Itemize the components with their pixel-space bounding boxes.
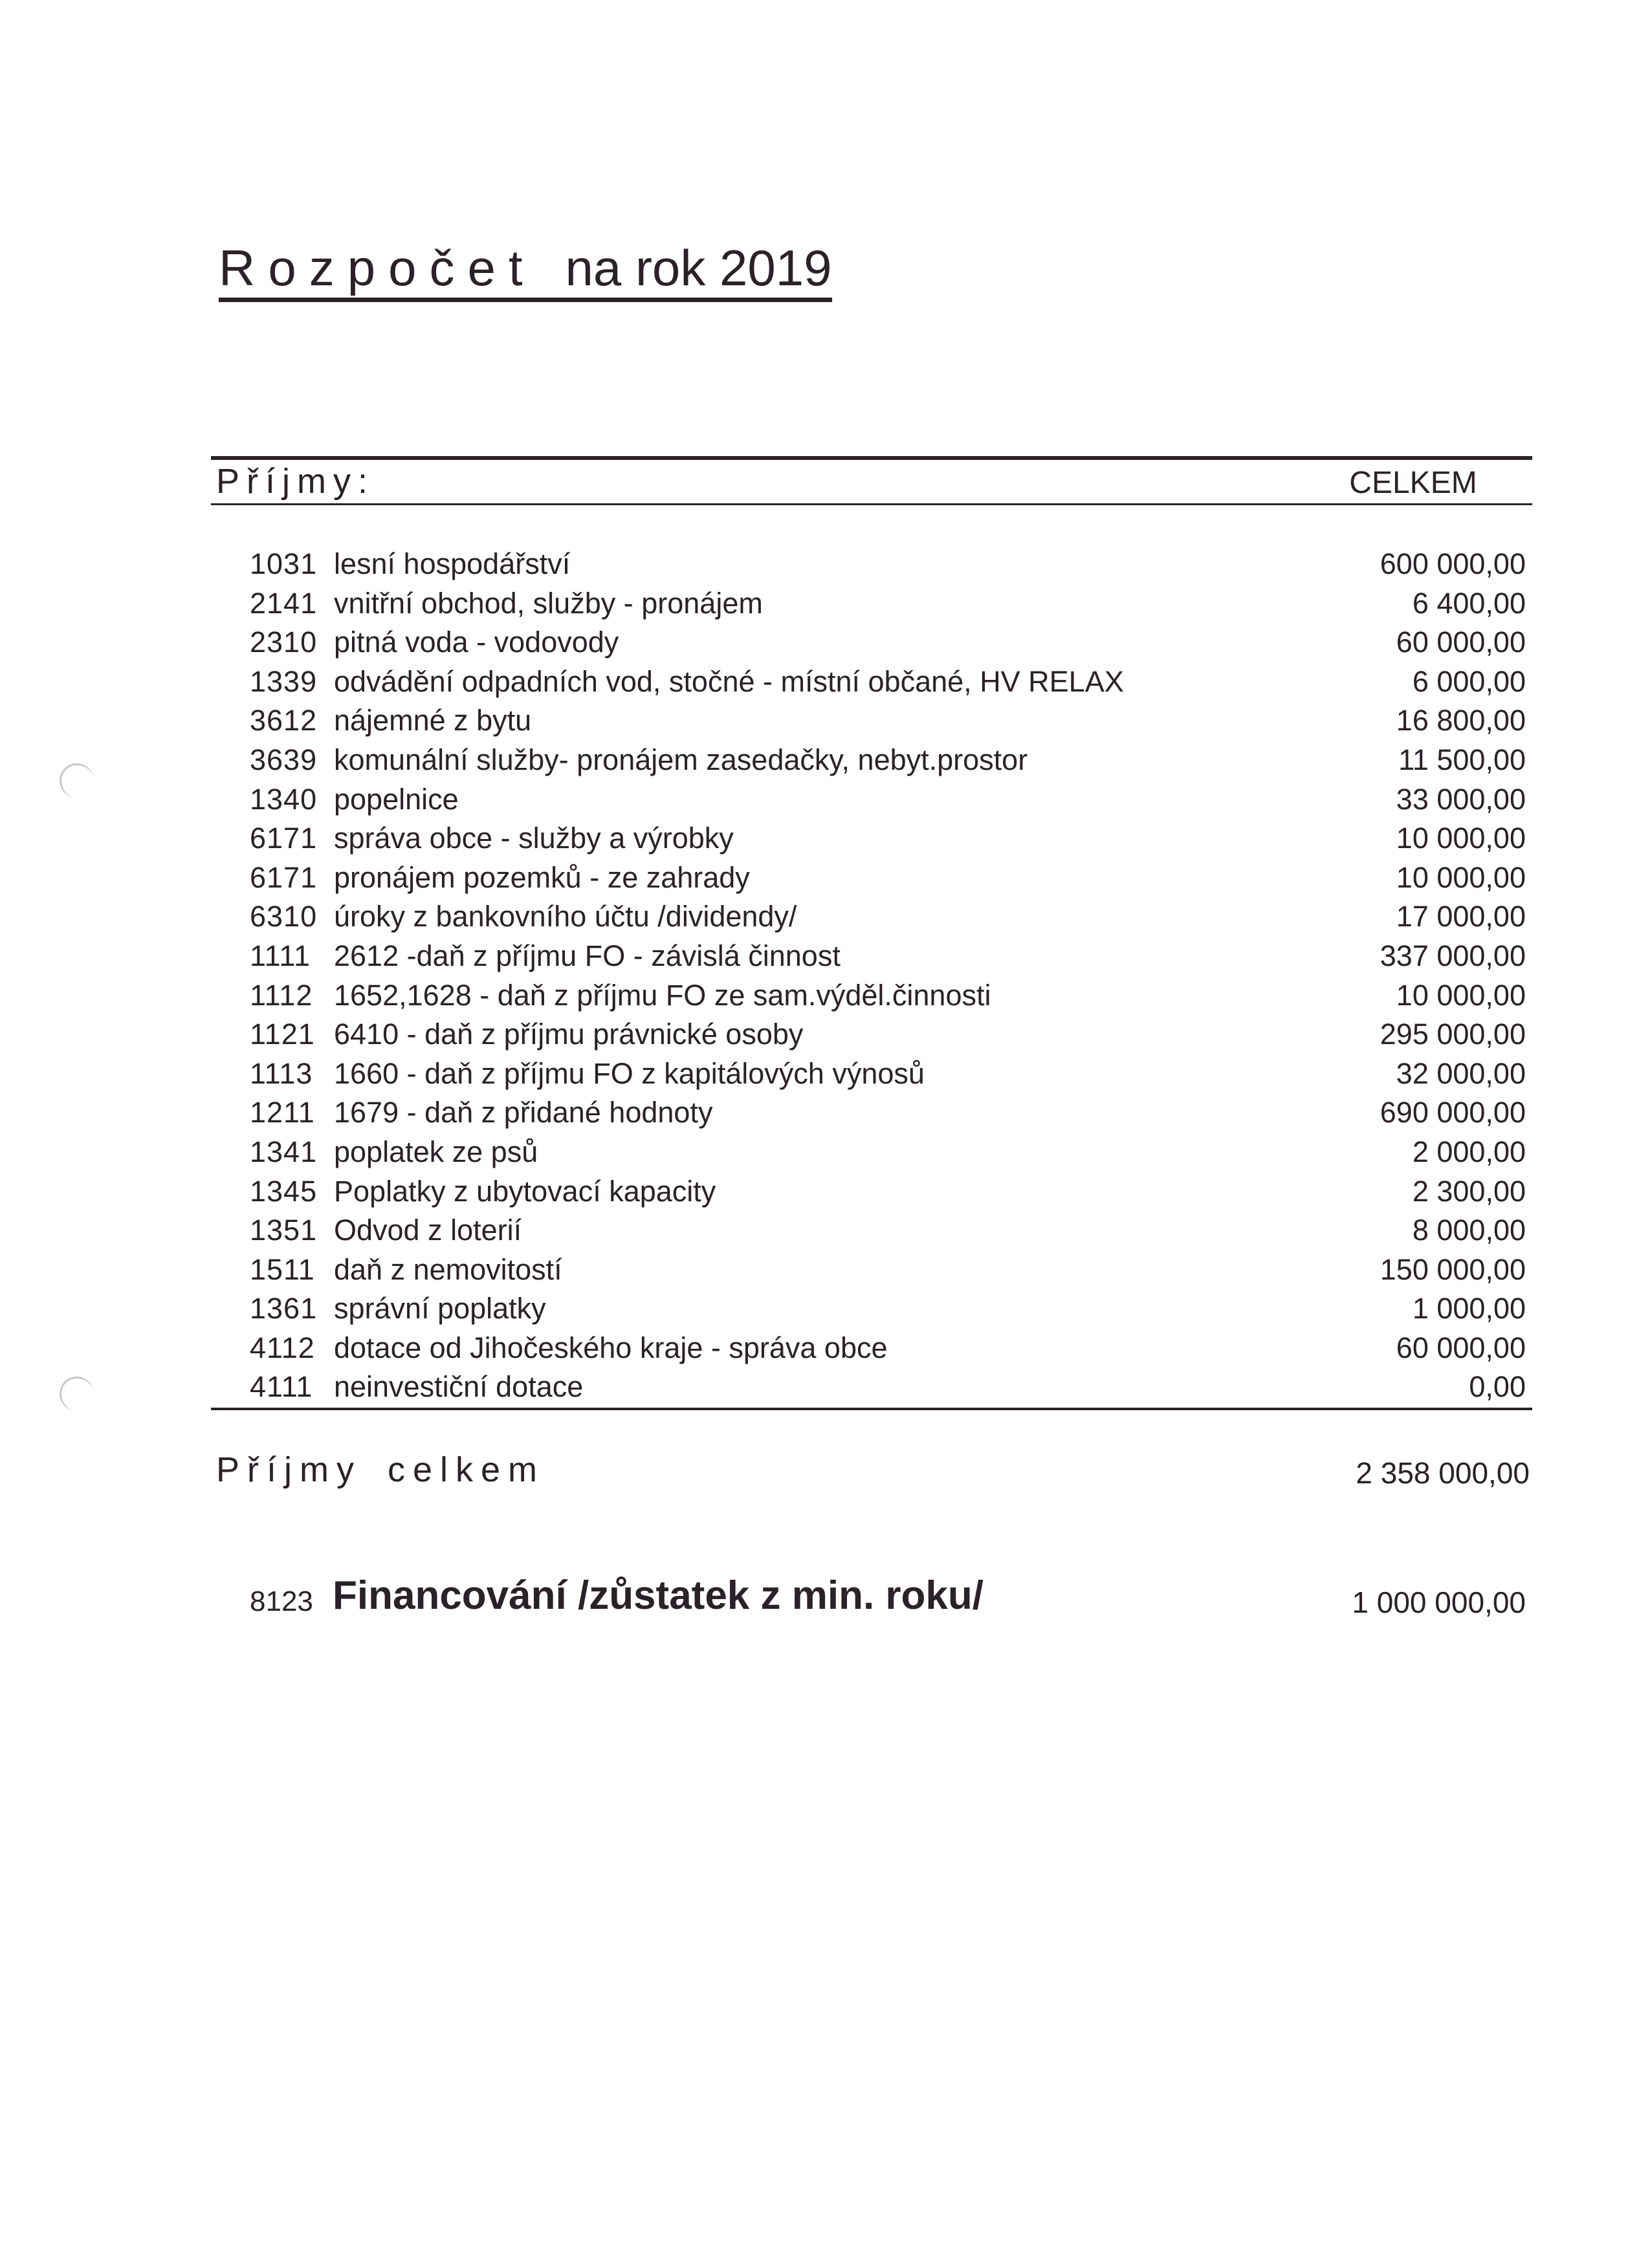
row-description: pitná voda - vodovody — [334, 626, 619, 659]
total-label-word1: Příjmy — [216, 1450, 362, 1489]
row-code: 4111 — [250, 1370, 313, 1404]
row-description: úroky z bankovního účtu /dividendy/ — [334, 900, 797, 933]
total-label-word2: celkem — [387, 1450, 545, 1489]
table-row — [211, 623, 1532, 662]
row-code: 2141 — [250, 586, 318, 620]
row-description: lesní hospodářství — [334, 547, 571, 580]
row-code: 3639 — [250, 743, 318, 776]
row-amount: 6 000,00 — [1412, 664, 1526, 698]
row-amount: 10 000,00 — [1396, 860, 1526, 894]
row-code: 6171 — [250, 860, 318, 894]
table-row — [211, 1329, 1532, 1368]
table-row — [211, 584, 1532, 624]
row-code: 4112 — [250, 1331, 315, 1364]
row-code: 1121 — [250, 1018, 315, 1051]
row-description: 1652,1628 - daň z příjmu FO ze sam.výděl.činnosti — [334, 978, 991, 1012]
row-amount: 295 000,00 — [1380, 1018, 1526, 1051]
row-amount: 16 800,00 — [1396, 704, 1526, 737]
row-code: 1340 — [250, 782, 318, 816]
row-amount: 8 000,00 — [1412, 1214, 1526, 1247]
row-description: neinvestiční dotace — [334, 1370, 584, 1404]
row-amount: 17 000,00 — [1396, 900, 1526, 933]
table-bottom-rule — [211, 1408, 1532, 1410]
table-row — [211, 819, 1532, 858]
row-description: Poplatky z ubytovací kapacity — [334, 1174, 716, 1208]
row-code: 6171 — [250, 822, 318, 855]
table-row — [211, 662, 1532, 702]
row-code: 3612 — [250, 704, 318, 737]
row-description: pronájem pozemků - ze zahrady — [334, 860, 750, 894]
row-description: 6410 - daň z příjmu právnické osoby — [334, 1018, 804, 1051]
table-row — [211, 780, 1532, 820]
row-description: 1679 - daň z přidané hodnoty — [334, 1096, 713, 1129]
row-amount: 600 000,00 — [1380, 547, 1526, 580]
table-row — [211, 1015, 1532, 1054]
row-description: 1660 - daň z příjmu FO z kapitálových výnosů — [334, 1056, 925, 1090]
row-amount: 60 000,00 — [1396, 1331, 1526, 1364]
row-code: 1113 — [250, 1056, 313, 1090]
row-code: 1031 — [250, 547, 318, 580]
table-row — [211, 1211, 1532, 1250]
total-label — [216, 1449, 545, 1491]
row-code: 1111 — [250, 939, 311, 972]
row-amount: 32 000,00 — [1396, 1056, 1526, 1090]
row-description: 2612 -daň z příjmu FO - závislá činnost — [334, 939, 841, 972]
row-description: Odvod z loterií — [334, 1214, 522, 1247]
table-row — [211, 1093, 1532, 1133]
table-row — [211, 701, 1532, 741]
row-amount: 6 400,00 — [1412, 586, 1526, 620]
row-code: 6310 — [250, 900, 318, 933]
row-code: 1341 — [250, 1135, 318, 1168]
punch-hole-icon — [60, 1377, 94, 1411]
row-code: 2310 — [250, 626, 318, 659]
title-word: Rozpočet — [219, 239, 536, 296]
table-row — [211, 976, 1532, 1016]
total-amount: 2 358 000,00 — [1356, 1456, 1530, 1490]
row-description: dotace od Jihočeského kraje - správa obce — [334, 1331, 888, 1364]
financing-label: Financování /zůstatek z min. roku/ — [333, 1573, 984, 1618]
row-amount: 10 000,00 — [1396, 822, 1526, 855]
row-amount: 10 000,00 — [1396, 978, 1526, 1012]
table-row — [211, 1368, 1532, 1407]
row-amount: 33 000,00 — [1396, 782, 1526, 816]
row-description: poplatek ze psů — [334, 1135, 538, 1168]
table-row — [211, 937, 1532, 976]
row-code: 1361 — [250, 1292, 318, 1325]
table-row — [211, 545, 1532, 584]
income-table — [211, 545, 1532, 1407]
table-row — [211, 858, 1532, 898]
row-amount: 60 000,00 — [1396, 626, 1526, 659]
row-description: daň z nemovitostí — [334, 1252, 562, 1286]
row-code: 1211 — [250, 1096, 315, 1129]
financing-amount: 1 000 000,00 — [1352, 1586, 1526, 1619]
row-amount: 0,00 — [1469, 1370, 1526, 1404]
row-amount: 1 000,00 — [1412, 1292, 1526, 1325]
punch-hole-icon — [60, 763, 94, 798]
row-amount: 690 000,00 — [1380, 1096, 1526, 1129]
row-amount: 337 000,00 — [1380, 939, 1526, 972]
table-row — [211, 1172, 1532, 1212]
table-top-rule — [211, 456, 1532, 460]
table-row — [211, 1289, 1532, 1329]
table-row — [211, 1250, 1532, 1290]
row-amount: 2 000,00 — [1412, 1135, 1526, 1168]
row-description: vnitřní obchod, služby - pronájem — [334, 586, 763, 620]
section-label: Příjmy: — [216, 462, 375, 501]
row-code: 1345 — [250, 1174, 318, 1208]
row-amount: 2 300,00 — [1412, 1174, 1526, 1208]
row-description: popelnice — [334, 782, 459, 816]
row-description: správní poplatky — [334, 1292, 546, 1325]
row-code: 1339 — [250, 664, 318, 698]
row-code: 1511 — [250, 1252, 315, 1286]
row-amount: 150 000,00 — [1380, 1252, 1526, 1286]
row-amount: 11 500,00 — [1398, 743, 1526, 776]
row-description: odvádění odpadních vod, stočné - místní občané, HV RELAX — [334, 664, 1124, 698]
row-code: 1351 — [250, 1214, 318, 1247]
table-row — [211, 897, 1532, 937]
row-description: správa obce - služby a výrobky — [334, 822, 734, 855]
row-code: 1112 — [250, 978, 313, 1012]
page-title — [219, 239, 832, 302]
table-row — [211, 1054, 1532, 1094]
financing-code: 8123 — [250, 1586, 313, 1617]
row-description: nájemné z bytu — [334, 704, 532, 737]
row-description: komunální služby- pronájem zasedačky, nebyt.prostor — [334, 743, 1028, 776]
column-header-total: CELKEM — [1349, 466, 1477, 500]
header-rule — [211, 503, 1532, 505]
table-row — [211, 1133, 1532, 1172]
title-year: na rok 2019 — [565, 239, 832, 296]
table-row — [211, 741, 1532, 780]
